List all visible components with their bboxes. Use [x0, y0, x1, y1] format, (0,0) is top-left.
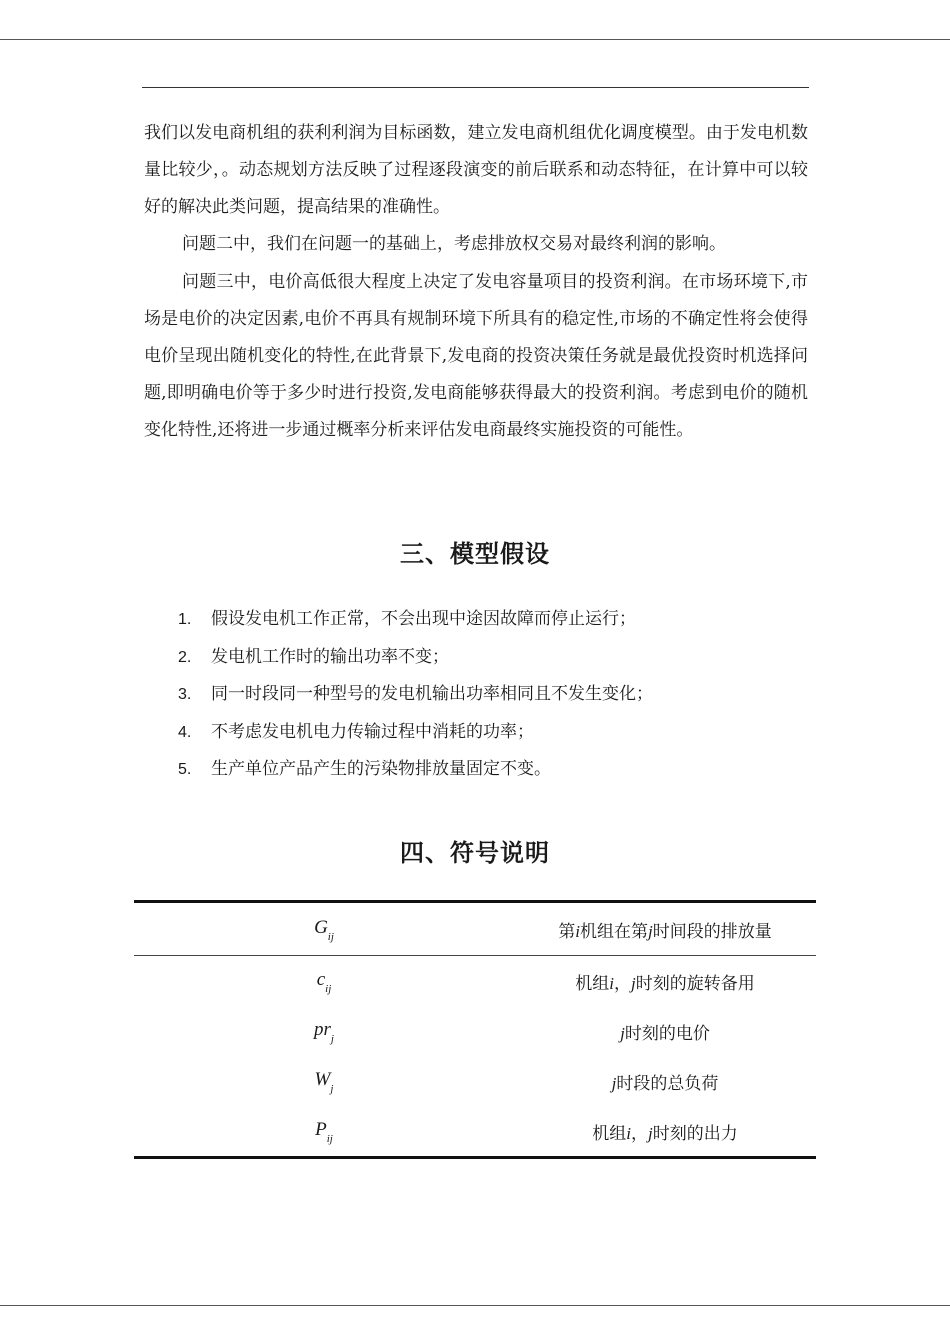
paragraph-problem-two: 问题二中，我们在问题一的基础上，考虑排放权交易对最终利润的影响。 — [182, 234, 726, 254]
symbol-cell — [134, 1106, 514, 1158]
symbol-subscript: j — [330, 1082, 334, 1095]
description-text: ， — [631, 1123, 648, 1144]
table-row — [134, 902, 816, 956]
section-heading-symbols: 四、符号说明 — [400, 839, 550, 867]
description-cell — [514, 902, 816, 956]
description-text: 机组 — [575, 973, 610, 994]
symbol-table — [134, 900, 816, 1159]
index-variable: i — [575, 921, 580, 941]
description-cell — [514, 1106, 816, 1158]
symbol-cell — [134, 956, 514, 1007]
index-variable: j — [631, 973, 636, 993]
description-cell — [514, 1056, 816, 1106]
header-rule — [142, 87, 809, 88]
assumption-item — [178, 676, 653, 714]
assumption-text: 发电机工作时的输出功率不变； — [211, 646, 449, 667]
index-variable: j — [648, 1123, 653, 1143]
index-variable: i — [626, 1123, 631, 1143]
description-cell — [514, 1006, 816, 1056]
symbol-subscript: ij — [325, 982, 332, 995]
paragraph-problem-three: 问题三中，电价高低很大程度上决定了发电容量项目的投资利润。在市场环境下,市场是电价的决定因素,电价不再具有规制环境下所具有的稳定性,市场的不确定性将会使得电价呈现出随机变化的特性,在此背景下,发电商的投资决策任务就是最优投资时机选择问题,即明确电价等于多少时进行投资,发电商能够获得最大的投资利润。考虑到电价的随机变化特性,还将进一步通过概率分析来评估发电商最终实施投资的可能性。 — [144, 272, 808, 440]
assumption-item — [178, 714, 653, 752]
assumption-text: 同一时段同一种型号的发电机输出功率相同且不发生变化； — [211, 684, 653, 704]
symbol-subscript: j — [330, 1032, 334, 1045]
assumption-item — [178, 639, 653, 677]
description-text: 时刻的旋转备用 — [635, 973, 755, 994]
description-text: 机组 — [592, 1123, 627, 1144]
page-bottom-border — [0, 1305, 950, 1306]
symbol-base: c — [316, 969, 326, 991]
symbol-base: W — [314, 1069, 331, 1091]
symbol-base: G — [314, 917, 328, 939]
assumption-number: 4. — [178, 723, 192, 741]
symbol-base: pr — [314, 1019, 331, 1041]
assumption-text: 假设发电机工作正常，不会出现中途因故障而停止运行； — [211, 609, 636, 629]
table-row — [134, 1056, 816, 1106]
symbol-base: P — [315, 1119, 327, 1141]
description-text: 机组在第 — [580, 921, 648, 942]
symbol-cell — [134, 1056, 514, 1106]
assumption-number: 3. — [178, 686, 192, 703]
symbol-cell — [134, 1006, 514, 1056]
index-variable: j — [620, 1023, 625, 1043]
index-variable: i — [609, 973, 614, 993]
page-top-border — [0, 39, 950, 40]
description-text: 时间段的排放量 — [652, 921, 772, 942]
description-text: 时刻的电价 — [624, 1023, 710, 1044]
description-cell — [514, 956, 816, 1007]
assumption-item — [178, 751, 653, 789]
index-variable: j — [648, 921, 653, 941]
assumption-item — [178, 601, 653, 639]
assumption-text: 生产单位产品产生的污染物排放量固定不变。 — [211, 759, 551, 779]
table-row — [134, 1106, 816, 1158]
table-row — [134, 1006, 816, 1056]
assumption-number: 1. — [178, 611, 192, 628]
description-text: 时刻的出力 — [652, 1123, 738, 1144]
description-text: 时段的总负荷 — [616, 1073, 719, 1094]
symbol-cell — [134, 902, 514, 956]
assumption-number: 2. — [178, 648, 192, 666]
table-row — [134, 956, 816, 1007]
index-variable: j — [611, 1073, 617, 1093]
paragraph-problem-one: 我们以发电商机组的获利利润为目标函数，建立发电商机组优化调度模型。由于发电机数量比较少，。动态规划方法反映了过程逐段演变的前后联系和动态特征，在计算中可以较好的解决此类问题，提高结果的准确性。 — [144, 123, 808, 217]
section-heading-assumptions: 三、模型假设 — [400, 540, 550, 568]
description-text: ， — [614, 973, 631, 994]
assumption-text: 不考虑发电机电力传输过程中消耗的功率； — [211, 721, 534, 742]
description-text: 第 — [558, 921, 576, 942]
assumption-number: 5. — [178, 761, 192, 778]
assumption-list — [178, 601, 653, 789]
symbol-subscript: ij — [326, 1132, 333, 1145]
symbol-subscript: ij — [327, 930, 334, 943]
